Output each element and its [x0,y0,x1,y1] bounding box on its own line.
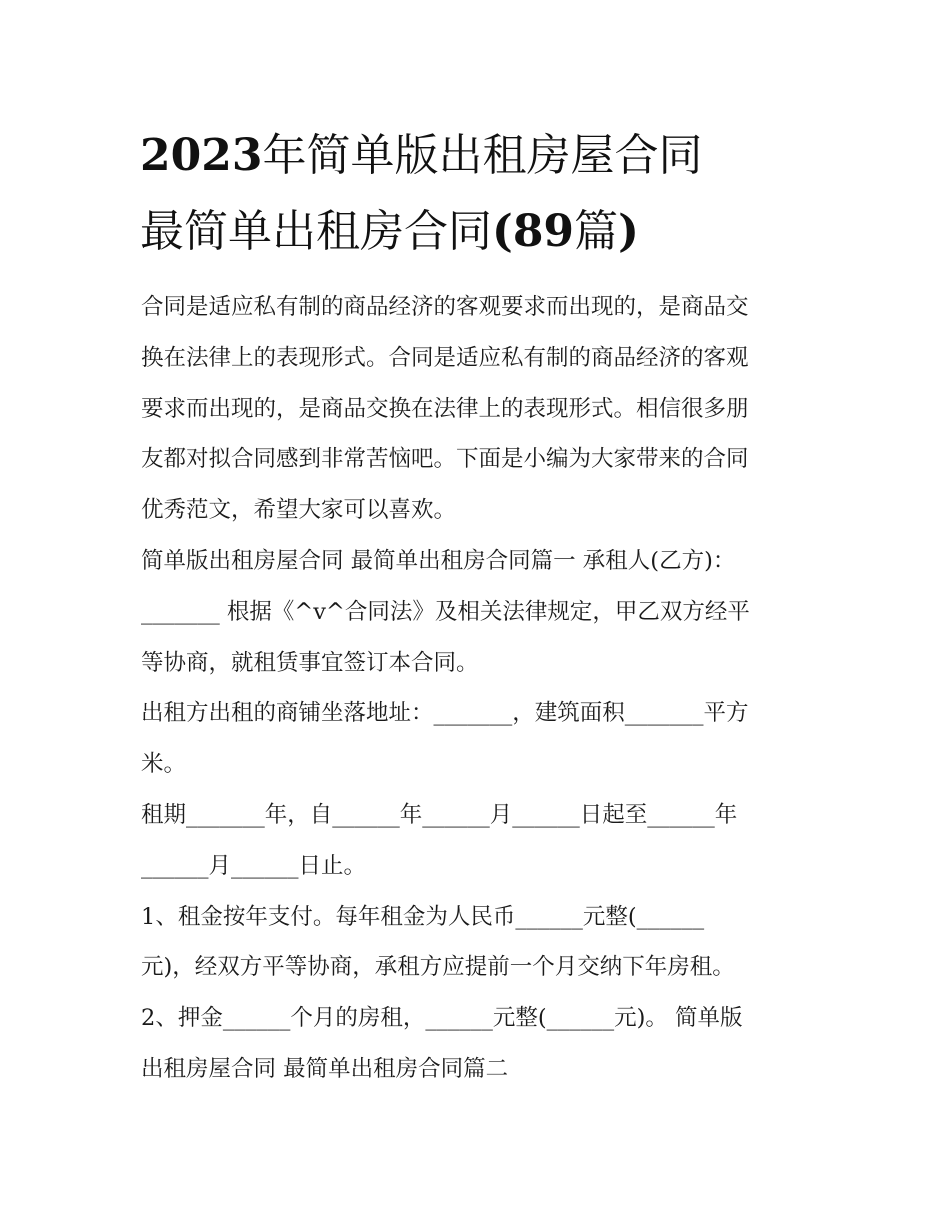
body-line: 友都对拟合同感到非常苦恼吧。下面是小编为大家带来的合同 [141,446,749,473]
title-line-1-text: 年简单版出租房屋合同 [262,130,703,181]
body-line: ______月______日止。 [141,852,367,879]
body-line: 元)，经双方平等协商，承租方应提前一个月交纳下年房租。 [141,954,735,981]
title-close-paren: ) [618,206,639,257]
body-line: 合同是适应私有制的商品经济的客观要求而出现的，是商品交 [141,294,749,320]
body-line: 出租方出租的商铺坐落地址：_______，建筑面积_______平方 [141,700,749,727]
title-line-2-text: 最简单出租房合同 [140,206,492,257]
title-line-1 [140,118,820,194]
body-line: 租期_______年，自______年______月______日起至______年 [141,801,738,828]
body-line: 等协商，就租赁事宜签订本合同。 [141,649,479,676]
body-line: 换在法律上的表现形式。合同是适应私有制的商品经济的客观 [141,344,749,371]
title-count-unit: 篇 [574,206,619,257]
body-line: 1、租金按年支付。每年租金为人民币______元整(______ [141,903,705,930]
title-count: (89 [492,206,575,257]
body-line: 米。 [141,751,187,778]
body-line: 2、押金______个月的房租，______元整(______元)。 简单版 [141,1005,743,1032]
body-line: 简单版出租房屋合同 最简单出租房合同篇一 承租人(乙方)： [141,547,736,574]
body-line: 要求而出现的，是商品交换在法律上的表现形式。相信很多朋 [141,395,749,422]
title-line-2 [140,194,820,270]
title-year: 2023 [140,130,263,181]
body-line: 出租房屋合同 最简单出租房合同篇二 [141,1055,509,1082]
body-line: _______ 根据《^v^合同法》及相关法律规定，甲乙双方经平 [141,598,750,625]
document-body [141,282,816,1095]
document-title [140,118,820,270]
body-line: 优秀范文，希望大家可以喜欢。 [141,497,457,524]
